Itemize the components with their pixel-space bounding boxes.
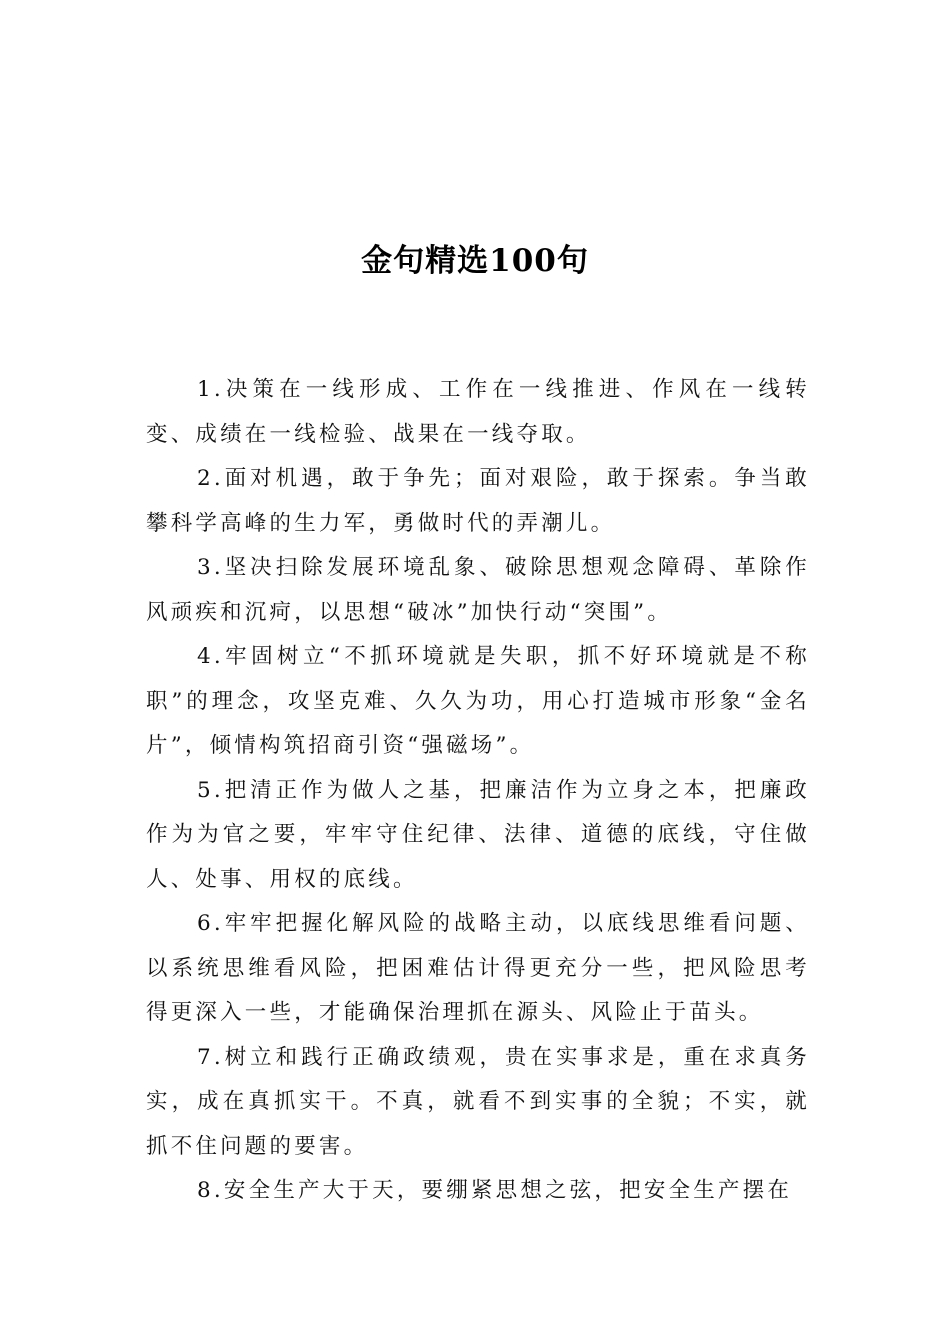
paragraph-6: 6.牢牢把握化解风险的战略主动，以底线思维看问题、以系统思维看风险，把困难估计得更充分一些，把风险思考得更深入一些，才能确保治理抓在源头、风险止于苗头。 [146, 911, 810, 1025]
paragraph-8: 8.安全生产大于天，要绷紧思想之弦，把安全生产摆在 [197, 1178, 793, 1203]
paragraph-2: 2.面对机遇，敢于争先；面对艰险，敢于探索。争当敢攀科学高峰的生力军，勇做时代的弄潮儿。 [146, 466, 810, 536]
paragraph-5: 5.把清正作为做人之基，把廉洁作为立身之本，把廉政作为为官之要，牢牢守住纪律、法律、道德的底线，守住做人、处事、用权的底线。 [146, 777, 810, 892]
document-body [146, 368, 810, 1214]
paragraph-7: 7.树立和践行正确政绩观，贵在实事求是，重在求真务实，成在真抓实干。不真，就看不到实事的全貌；不实，就抓不住问题的要害。 [146, 1044, 810, 1159]
document-title: 金句精选100句 [361, 243, 589, 279]
paragraph-1: 1.决策在一线形成、工作在一线推进、作风在一线转变、成绩在一线检验、战果在一线夺取。 [146, 377, 810, 447]
paragraph-3: 3.坚决扫除发展环境乱象、破除思想观念障碍、革除作风顽疾和沉疴，以思想“破冰”加快行动“突围”。 [146, 555, 810, 625]
paragraph-4: 4.牢固树立“不抓环境就是失职，抓不好环境就是不称职”的理念，攻坚克难、久久为功，用心打造城市形象“金名片”，倾情构筑招商引资“强磁场”。 [146, 644, 810, 758]
